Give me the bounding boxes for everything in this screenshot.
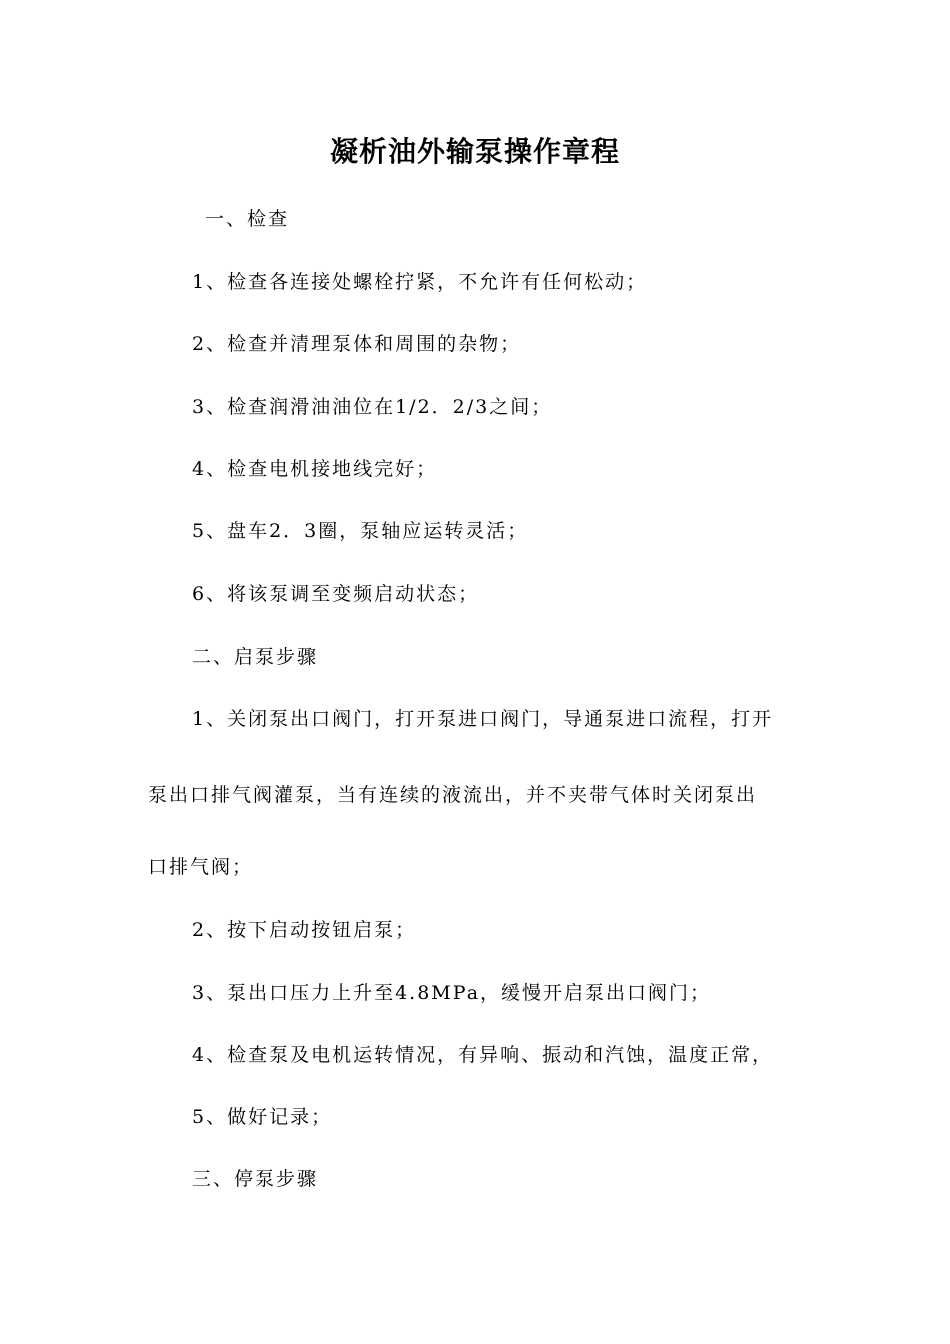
- paragraph-line: 泵出口排气阀灌泵，当有连续的液流出，并不夹带气体时关闭泵出: [148, 784, 758, 806]
- paragraph-line: 5、做好记录；: [192, 1106, 333, 1128]
- paragraph-line: 5、盘车2．3圈，泵轴应运转灵活；: [192, 520, 529, 542]
- paragraph-line: 1、检查各连接处螺栓拧紧，不允许有任何松动；: [192, 271, 648, 293]
- paragraph-line: 6、将该泵调至变频启动状态；: [192, 583, 480, 605]
- paragraph-line: 2、按下启动按钮启泵；: [192, 919, 417, 941]
- paragraph-line: 3、检查润滑油油位在1/2．2/3之间；: [192, 396, 553, 418]
- paragraph-line: 1、关闭泵出口阀门，打开泵进口阀门，导通泵进口流程，打开: [192, 708, 774, 730]
- paragraph-line: 2、检查并清理泵体和周围的杂物；: [192, 333, 522, 355]
- paragraph-line: 口排气阀；: [148, 856, 254, 878]
- paragraph-line: 3、泵出口压力上升至4.8MPa，缓慢开启泵出口阀门；: [192, 982, 712, 1004]
- document-title: 凝析油外输泵操作章程: [329, 135, 620, 168]
- paragraph-line: 4、检查电机接地线完好；: [192, 458, 438, 480]
- paragraph-line: 4、检查泵及电机运转情况，有异响、振动和汽蚀，温度正常，: [192, 1044, 774, 1066]
- section-heading-stop-pump: 三、停泵步骤: [192, 1168, 319, 1190]
- section-heading-inspection: 一、检查: [205, 208, 290, 230]
- section-heading-start-pump: 二、启泵步骤: [192, 646, 319, 668]
